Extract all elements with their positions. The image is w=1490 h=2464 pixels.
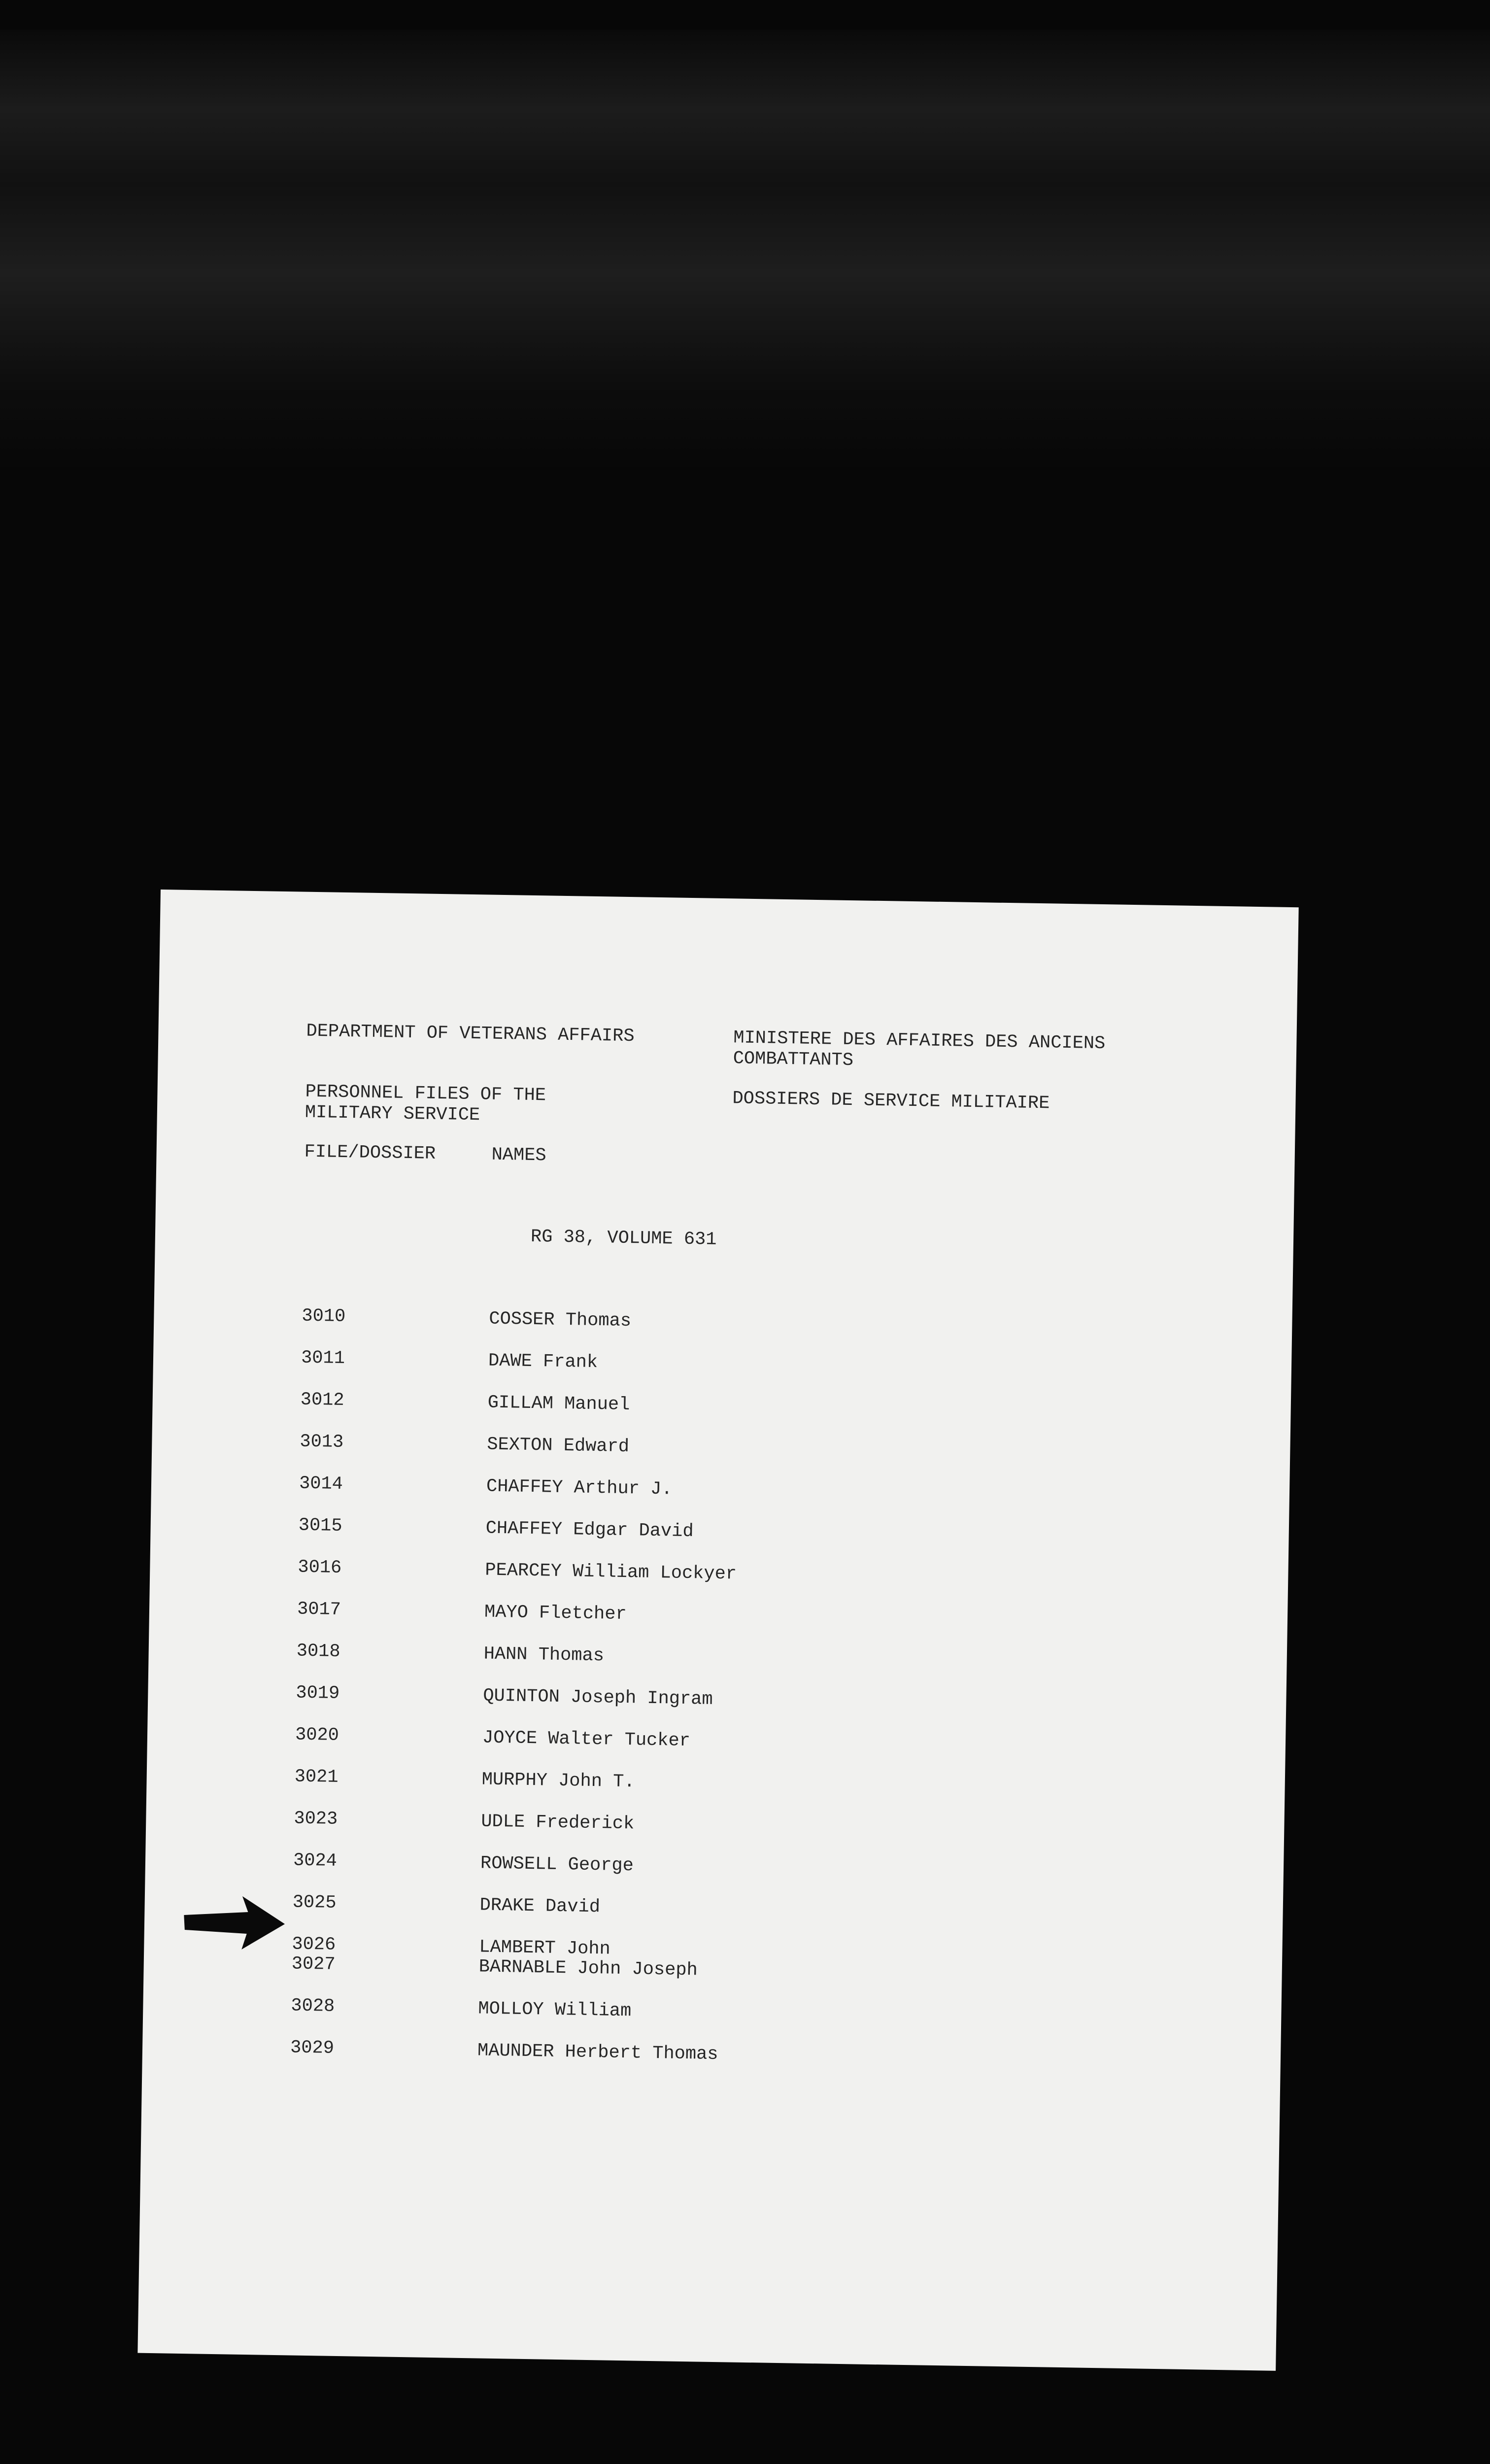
soldier-name: LAMBERT John [479, 1937, 611, 1960]
file-number: 3023 [294, 1808, 338, 1830]
file-number: 3014 [299, 1473, 343, 1495]
soldier-name: DAWE Frank [488, 1350, 598, 1373]
department-fr-line1: MINISTERE DES AFFAIRES DES ANCIENS [733, 1027, 1106, 1055]
soldier-name: CHAFFEY Edgar David [485, 1518, 694, 1542]
volume-title: RG 38, VOLUME 631 [530, 1226, 717, 1250]
file-number: 3012 [300, 1389, 344, 1411]
file-number: 3018 [296, 1641, 340, 1662]
soldier-name: HANN Thomas [483, 1643, 605, 1667]
column-header-file: FILE/DOSSIER [304, 1141, 436, 1164]
soldier-name: PEARCEY William Lockyer [485, 1560, 737, 1585]
soldier-name: BARNABLE John Joseph [478, 1956, 698, 1981]
dossiers-fr: DOSSIERS DE SERVICE MILITAIRE [732, 1088, 1050, 1114]
file-number: 3027 [291, 1953, 336, 1975]
file-number: 3024 [293, 1850, 338, 1872]
file-number: 3010 [302, 1305, 346, 1327]
soldier-name: MAYO Fletcher [484, 1602, 627, 1625]
file-number: 3015 [298, 1515, 342, 1537]
file-number: 3029 [290, 2037, 335, 2059]
file-number: 3020 [295, 1724, 339, 1746]
soldier-name: DRAKE David [479, 1895, 601, 1918]
soldier-name: MAUNDER Herbert Thomas [477, 2040, 718, 2065]
soldier-name: JOYCE Walter Tucker [482, 1727, 691, 1752]
file-number: 3017 [297, 1599, 341, 1620]
soldier-name: CHAFFEY Arthur J. [486, 1476, 673, 1500]
file-number: 3028 [291, 1995, 335, 2017]
soldier-name: MURPHY John T. [481, 1769, 635, 1793]
file-number: 3019 [296, 1682, 340, 1704]
personnel-files-line1: PERSONNEL FILES OF THE [305, 1081, 546, 1106]
soldier-name: SEXTON Edward [487, 1434, 630, 1458]
soldier-name: QUINTON Joseph Ingram [483, 1685, 713, 1710]
soldier-name: COSSER Thomas [489, 1308, 632, 1332]
soldier-name: UDLE Frederick [481, 1811, 635, 1835]
department-fr-line2: COMBATTANTS [733, 1048, 854, 1071]
column-header-names: NAMES [491, 1144, 546, 1166]
personnel-files-line2: MILITARY SERVICE [305, 1102, 480, 1126]
soldier-name: ROWSELL George [480, 1853, 634, 1877]
file-number: 3011 [301, 1347, 345, 1369]
file-number: 3026 [292, 1934, 336, 1955]
department-en: DEPARTMENT OF VETERANS AFFAIRS [306, 1021, 635, 1047]
file-number: 3021 [294, 1766, 339, 1788]
arrow-right-icon [183, 1895, 288, 1951]
soldier-name: MOLLOY William [478, 1998, 632, 2022]
file-number: 3025 [292, 1892, 337, 1914]
file-number: 3016 [298, 1557, 342, 1578]
file-number: 3013 [300, 1431, 344, 1453]
soldier-name: GILLAM Manuel [487, 1392, 630, 1416]
document-page [137, 890, 1298, 2371]
scanner-background [0, 30, 1490, 473]
